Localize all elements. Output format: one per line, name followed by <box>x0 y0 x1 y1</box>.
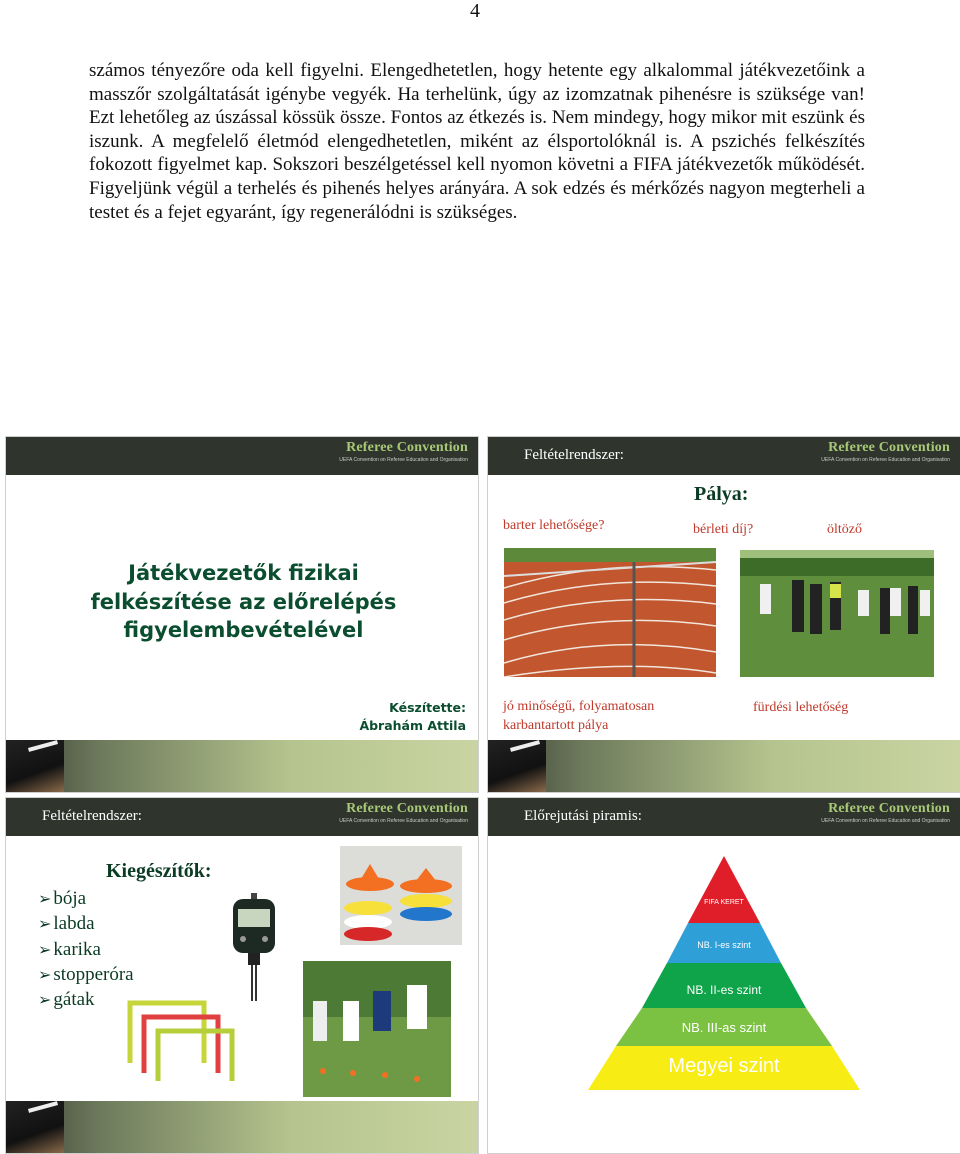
referee-convention-logo: Referee Convention UEFA Convention on Referee Education and Organisation <box>339 440 468 463</box>
note-barter: barter lehetősége? <box>503 518 605 533</box>
slide-title <box>5 436 479 793</box>
slide-footer-banner <box>6 740 478 792</box>
page-number: 4 <box>470 0 480 22</box>
runners-training-image <box>303 961 451 1097</box>
author-name: Ábrahám Attila <box>359 718 466 733</box>
pyramid-label-megyei: Megyei szint <box>668 1055 780 1077</box>
advancement-pyramid <box>488 798 960 1153</box>
slide-piramis <box>487 797 960 1154</box>
note-berleti-dij: bérleti díj? <box>693 522 754 537</box>
hurdles-image <box>124 993 236 1083</box>
slide-header <box>488 437 960 475</box>
referee-arm-image <box>6 1101 64 1153</box>
note-palya-minoseg: jó minőségű, folyamatosan karbantartott pálya <box>503 699 655 733</box>
referee-convention-logo: Referee Convention UEFA Convention on Referee Education and Organisation <box>821 801 950 824</box>
author-block <box>359 699 466 735</box>
running-track-image <box>504 548 716 677</box>
cones-image <box>340 846 462 945</box>
list-item: ➢ karika <box>38 937 134 962</box>
slide-heading: Kiegészítők: <box>106 860 212 882</box>
note-furdesi-lehetoseg: fürdési lehetőség <box>753 700 849 715</box>
slide-header-title: Előrejutási piramis: <box>524 808 642 824</box>
referee-arm-image <box>6 740 64 792</box>
slide-header-title: Feltételrendszer: <box>524 447 624 463</box>
referee-arm-image <box>488 740 546 792</box>
slide-header <box>6 437 478 475</box>
slide-footer-banner <box>488 740 960 792</box>
slide-footer-banner <box>6 1101 478 1153</box>
pyramid-label-fifa: FIFA KERET <box>704 899 744 906</box>
referees-group-image <box>740 550 934 677</box>
slide-header-title: Feltételrendszer: <box>42 808 142 824</box>
referee-convention-logo: Referee Convention UEFA Convention on Referee Education and Organisation <box>339 801 468 824</box>
list-item: ➢ bója <box>38 886 134 911</box>
list-item: ➢ stopperóra <box>38 962 134 987</box>
note-oltozo: öltöző <box>827 522 862 537</box>
slide-palya <box>487 436 960 793</box>
list-item: ➢ labda <box>38 911 134 936</box>
slide-kiegeszitok <box>5 797 479 1154</box>
equipment-list <box>38 886 134 1012</box>
pyramid-label-nb3: NB. III-as szint <box>681 1020 767 1035</box>
pyramid-label-nb1: NB. I-es szint <box>697 940 751 950</box>
list-item: ➢ gátak <box>38 987 134 1012</box>
author-label: Készítette: <box>389 700 466 715</box>
stopwatch-icon <box>231 893 277 1005</box>
pyramid-label-nb2: NB. II-es szint <box>686 983 762 997</box>
slide-header <box>6 798 478 836</box>
body-paragraph: számos tényezőre oda kell figyelni. Elengedhetetlen, hogy hetente egy alkalommal játékvezetőink a masszőr szolgáltatását igénybe vegyék. Ha terhelünk, úgy az izomzatnak pihenésre is szüksége van! Ezt lehetőleg az úszással kössük össze. Fontos az étkezés is. Nem mindegy, hogy mikor mit eszünk és iszunk. A megfelelő életmód elengedhetetlen, miként az élsportolóknál is. A pszichés felkészítés fokozott figyelmet kap. Sokszori beszélgetéssel kell nyomon követni a FIFA játékvezetők működését. Figyeljünk végül a terhelés és pihenés helyes arányára. A sok edzés és mérkőzés nagyon megterheli a testet és a fejet egyaránt, így regenerálódni is szükséges. <box>89 60 865 223</box>
presentation-title: Játékvezetők fizikai felkészítése az előrelépés figyelembevételével <box>90 561 397 642</box>
pyramid-level-fifa <box>688 856 760 923</box>
slide-heading: Pálya: <box>694 483 749 505</box>
referee-convention-logo: Referee Convention UEFA Convention on Referee Education and Organisation <box>821 440 950 463</box>
